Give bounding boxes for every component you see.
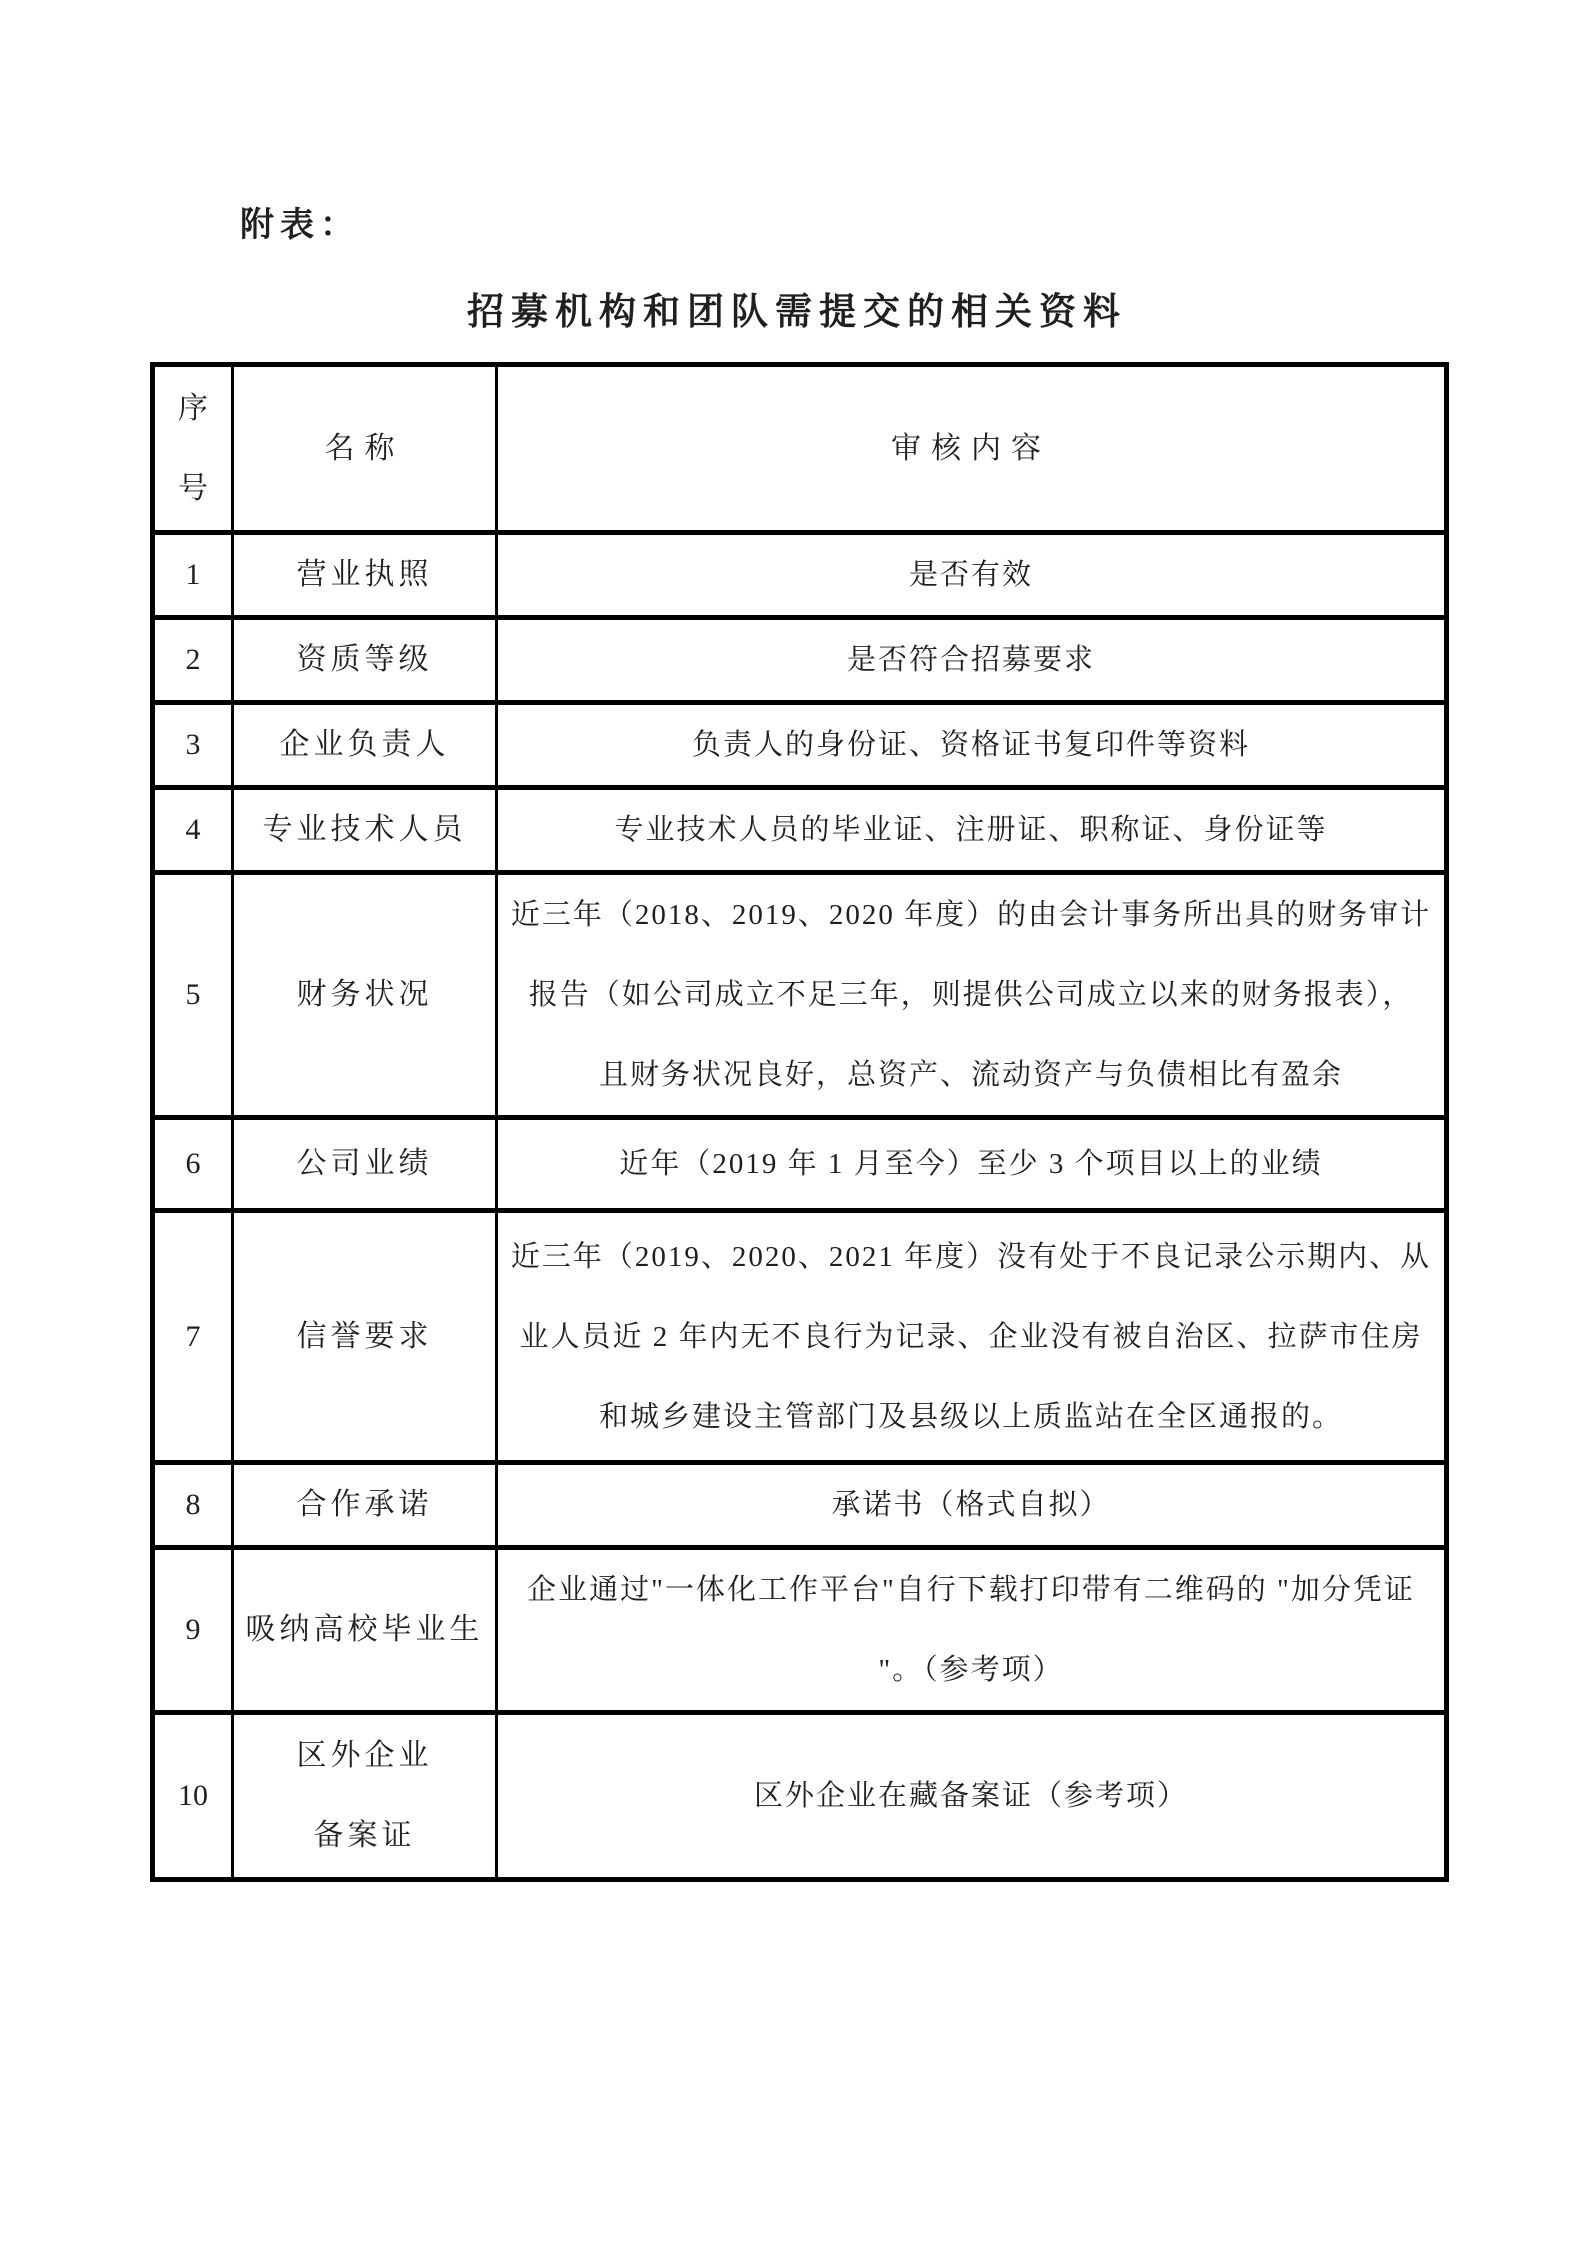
row-content-cell-line: 和城乡建设主管部门及县级以上质监站在全区通报的。	[598, 1400, 1343, 1433]
row-content-cell-line: 近三年（2018、2019、2020 年度）的由会计事务所出具的财务审计	[510, 899, 1432, 931]
row-number-cell: 1	[153, 533, 233, 618]
row-content-cell-line: 区外企业在藏备案证（参考项）	[753, 1779, 1188, 1812]
row-content-cell	[497, 788, 1447, 873]
row-number-cell: 10	[153, 1713, 233, 1880]
row-content-cell-line: 近年（2019 年 1 月至今）至少 3 个项目以上的业绩	[619, 1147, 1323, 1180]
table-row	[153, 1118, 1447, 1211]
row-number-cell: 3	[153, 703, 233, 788]
row-content-cell	[497, 1211, 1447, 1463]
row-content-cell	[497, 873, 1447, 1118]
header-no-line-1: 序	[178, 391, 208, 425]
row-name-cell-line: 区外企业	[296, 1739, 433, 1772]
row-content-cell	[497, 1548, 1447, 1713]
row-number-cell: 9	[153, 1548, 233, 1713]
header-no-line-2: 号	[178, 471, 208, 505]
row-name-cell-line: 信誉要求	[296, 1319, 433, 1353]
row-name-cell-line: 营业执照	[296, 558, 433, 591]
row-content-cell-line: 负责人的身份证、资格证书复印件等资料	[691, 728, 1250, 761]
row-number-cell: 7	[153, 1211, 233, 1463]
materials-table-body	[153, 365, 1447, 1880]
row-name-cell	[233, 703, 497, 788]
row-name-cell	[233, 618, 497, 703]
row-content-cell-line: "。（参考项）	[878, 1654, 1064, 1686]
row-content-cell	[497, 618, 1447, 703]
row-content-cell	[497, 1463, 1447, 1548]
row-name-cell	[233, 1548, 497, 1713]
row-content-cell-line: 是否有效	[908, 558, 1033, 591]
row-content-cell-line: 近三年（2019、2020、2021 年度）没有处于不良记录公示期内、从	[510, 1240, 1432, 1273]
header-cell-content	[497, 365, 1447, 533]
page-title: 招募机构和团队需提交的相关资料	[467, 292, 1127, 333]
table-row	[153, 618, 1447, 703]
row-name-cell	[233, 788, 497, 873]
row-number-cell: 6	[153, 1118, 233, 1211]
row-name-cell-line: 公司业绩	[296, 1147, 433, 1180]
table-row	[153, 533, 1447, 618]
row-content-cell	[497, 1118, 1447, 1211]
row-content-cell-line: 企业通过"一体化工作平台"自行下载打印带有二维码的 "加分凭证	[527, 1574, 1415, 1606]
table-row	[153, 1211, 1447, 1463]
row-name-cell-line: 专业技术人员	[262, 813, 467, 846]
row-content-cell	[497, 533, 1447, 618]
row-content-cell	[497, 1713, 1447, 1880]
row-name-cell-line: 企业负责人	[279, 728, 450, 761]
row-name-cell	[233, 1211, 497, 1463]
row-content-cell-line: 承诺书（格式自拟）	[831, 1488, 1111, 1521]
row-number-cell: 8	[153, 1463, 233, 1548]
row-number-cell: 2	[153, 618, 233, 703]
row-name-cell-line: 合作承诺	[296, 1488, 433, 1521]
row-number-cell: 4	[153, 788, 233, 873]
row-name-cell	[233, 1713, 497, 1880]
table-row	[153, 873, 1447, 1118]
header-cell-no	[153, 365, 233, 533]
row-name-cell-line: 备案证	[313, 1819, 416, 1852]
materials-table	[150, 362, 1449, 1882]
row-content-cell-line: 业人员近 2 年内无不良行为记录、企业没有被自治区、拉萨市住房	[519, 1320, 1423, 1353]
row-content-cell-line: 专业技术人员的毕业证、注册证、职称证、身份证等	[614, 813, 1328, 846]
table-row	[153, 703, 1447, 788]
row-content-cell	[497, 703, 1447, 788]
row-name-cell	[233, 1463, 497, 1548]
row-name-cell	[233, 1118, 497, 1211]
row-name-cell-line: 吸纳高校毕业生	[245, 1613, 484, 1646]
row-content-cell-line: 且财务状况良好，总资产、流动资产与负债相比有盈余	[598, 1059, 1343, 1091]
table-header-row	[153, 365, 1447, 533]
table-row	[153, 788, 1447, 873]
row-name-cell	[233, 873, 497, 1118]
header-cell-name	[233, 365, 497, 533]
row-content-cell-line: 报告（如公司成立不足三年，则提供公司成立以来的财务报表），	[528, 979, 1414, 1011]
row-content-cell-line: 是否符合招募要求	[846, 643, 1095, 676]
appendix-label: 附表：	[240, 207, 360, 244]
row-name-cell-line: 财务状况	[296, 978, 433, 1011]
header-name-label: 名称	[324, 431, 405, 465]
row-name-cell-line: 资质等级	[296, 643, 433, 676]
table-row	[153, 1713, 1447, 1880]
row-name-cell	[233, 533, 497, 618]
table-row	[153, 1463, 1447, 1548]
header-content-label: 审核内容	[891, 431, 1051, 465]
row-number-cell: 5	[153, 873, 233, 1118]
table-row	[153, 1548, 1447, 1713]
